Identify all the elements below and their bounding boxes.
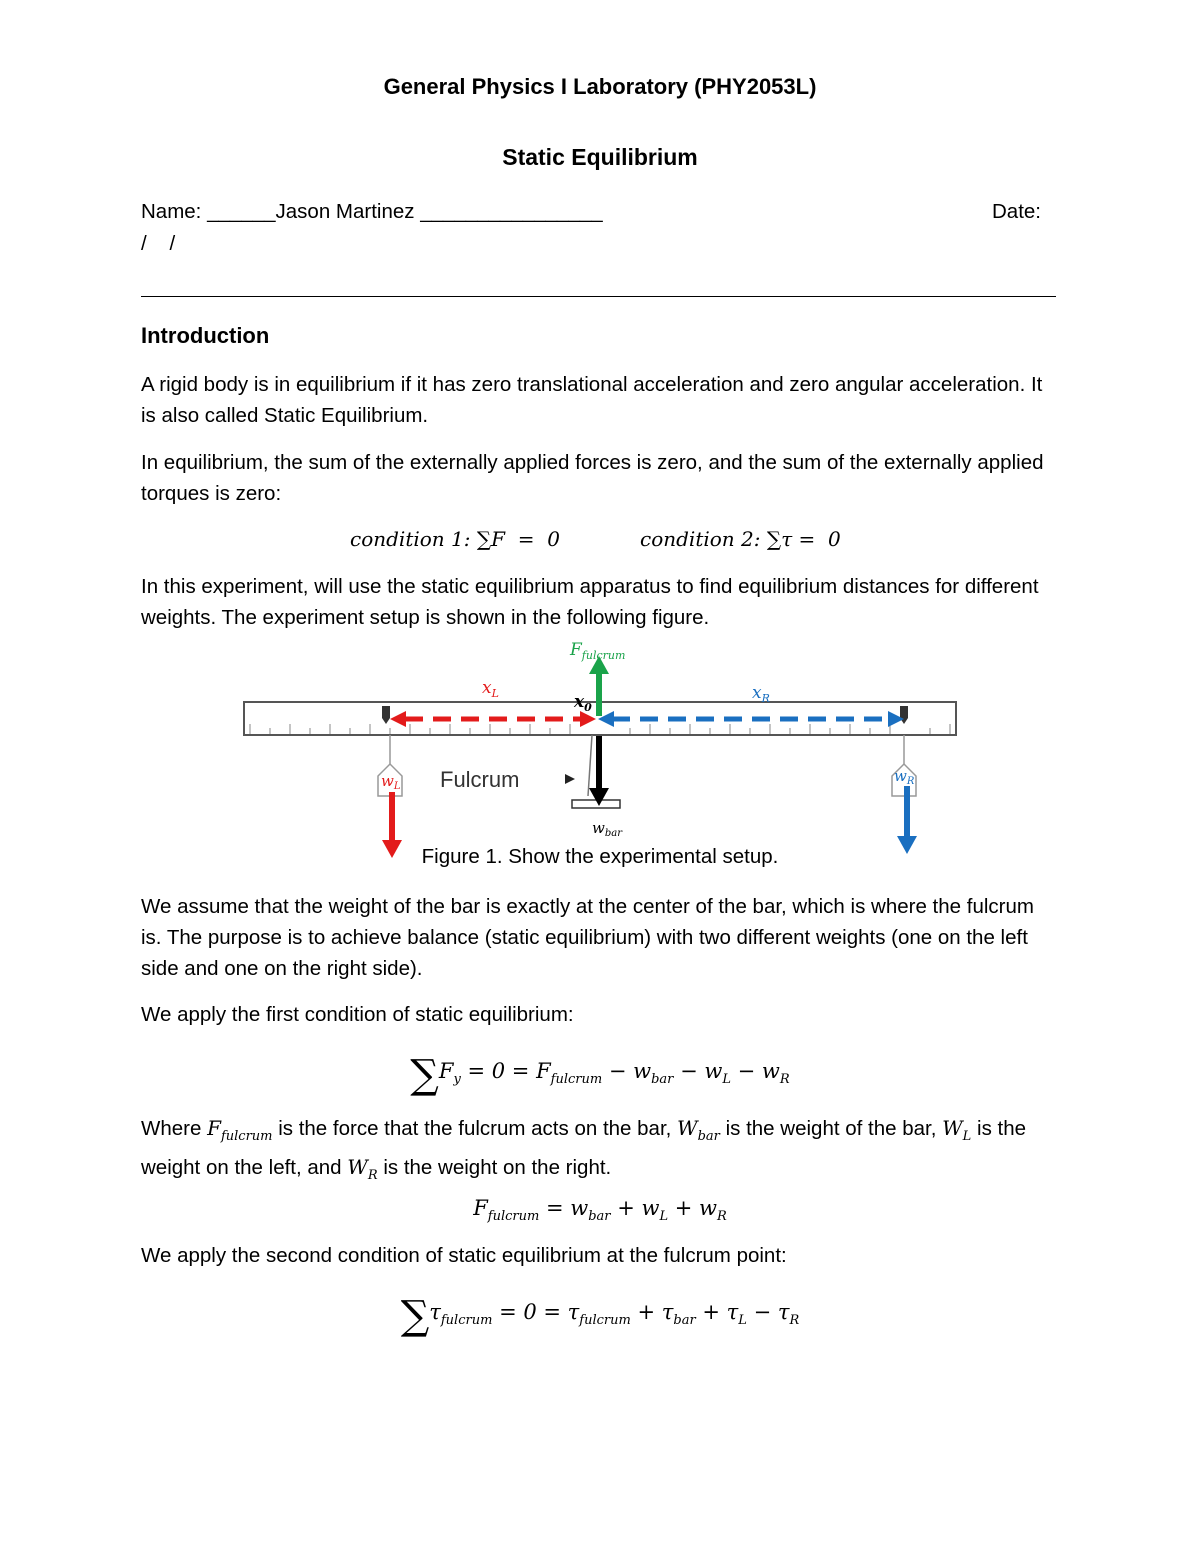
date-label: Date: [992, 200, 1041, 223]
wl-label: $w_L$ [381, 772, 401, 792]
equation-1: $\sum F_y = 0 = F_{fulcrum} - w_{bar} - w_L - w_R$ [410, 1052, 790, 1098]
intro-paragraph-3: In this experiment, will use the static equilibrium apparatus to find equilibrium distances for different weights. The experiment setup is shown in the following figure. [141, 575, 1039, 629]
fulcrum-label: Fulcrum [440, 767, 520, 792]
intro-paragraph-1: A rigid body is in equilibrium if it has zero translational acceleration and zero angular acceleration. It is also called Static Equilibrium. [141, 373, 1043, 427]
name-value: Jason Martinez [275, 200, 415, 223]
condition-1: condition 1: ∑F = 0 [350, 527, 560, 551]
equation-2: $F_{fulcrum} = w_{bar} + w_L + w_R$ [473, 1196, 727, 1224]
name-prefix: ______ [207, 200, 276, 223]
equation-3: $\sum\tau_{fulcrum} = 0 = \tau_{fulcrum} + \tau_{bar} + \tau_L - \tau_R$ [400, 1293, 800, 1339]
w-bar-label: $w_{bar}$ [592, 819, 622, 839]
introduction-heading: Introduction [141, 323, 270, 348]
date-blank: / / [141, 232, 176, 255]
fulcrum-post [588, 735, 592, 796]
f-fulcrum-label: $F_{fulcrum}$ [570, 640, 626, 662]
name-suffix: ________________ [420, 200, 603, 223]
body-paragraph-5: We apply the first condition of static equilibrium: [141, 1003, 574, 1026]
where-paragraph: Where $F_{fulcrum}$ is the force that the fulcrum acts on the bar, $W_{bar}$ is the weight of the bar, $W_L$ is the weight on the left, and $W_R$ is the weight on the right. [141, 1116, 1027, 1183]
intro-paragraph-2: In equilibrium, the sum of the externally applied forces is zero, and the sum of the externally applied torques is zero: [141, 451, 1044, 505]
condition-2: condition 2: ∑τ = 0 [640, 527, 841, 551]
xr-label: $x_R$ [752, 683, 770, 705]
name-label: Name: [141, 200, 202, 223]
fulcrum-pointer-icon [565, 774, 575, 784]
course-title: General Physics I Laboratory (PHY2053L) [383, 74, 817, 99]
xl-label: $x_L$ [482, 678, 499, 700]
setup-figure [230, 636, 970, 866]
figure-caption: Figure 1. Show the experimental setup. [421, 845, 779, 868]
lab-title: Static Equilibrium [502, 144, 698, 170]
divider [141, 296, 1056, 297]
x0-label: $x_0$ [574, 692, 592, 714]
fulcrum-base [572, 800, 620, 808]
wr-label: $w_R$ [894, 767, 915, 787]
body-paragraph-6: We apply the second condition of static equilibrium at the fulcrum point: [141, 1244, 787, 1267]
name-line [141, 196, 1059, 227]
body-paragraph-4: We assume that the weight of the bar is exactly at the center of the bar, which is where the fulcrum is. The purpose is to achieve balance (static equilibrium) with two different weights (one on the left side and one on the right side). [141, 895, 1034, 980]
